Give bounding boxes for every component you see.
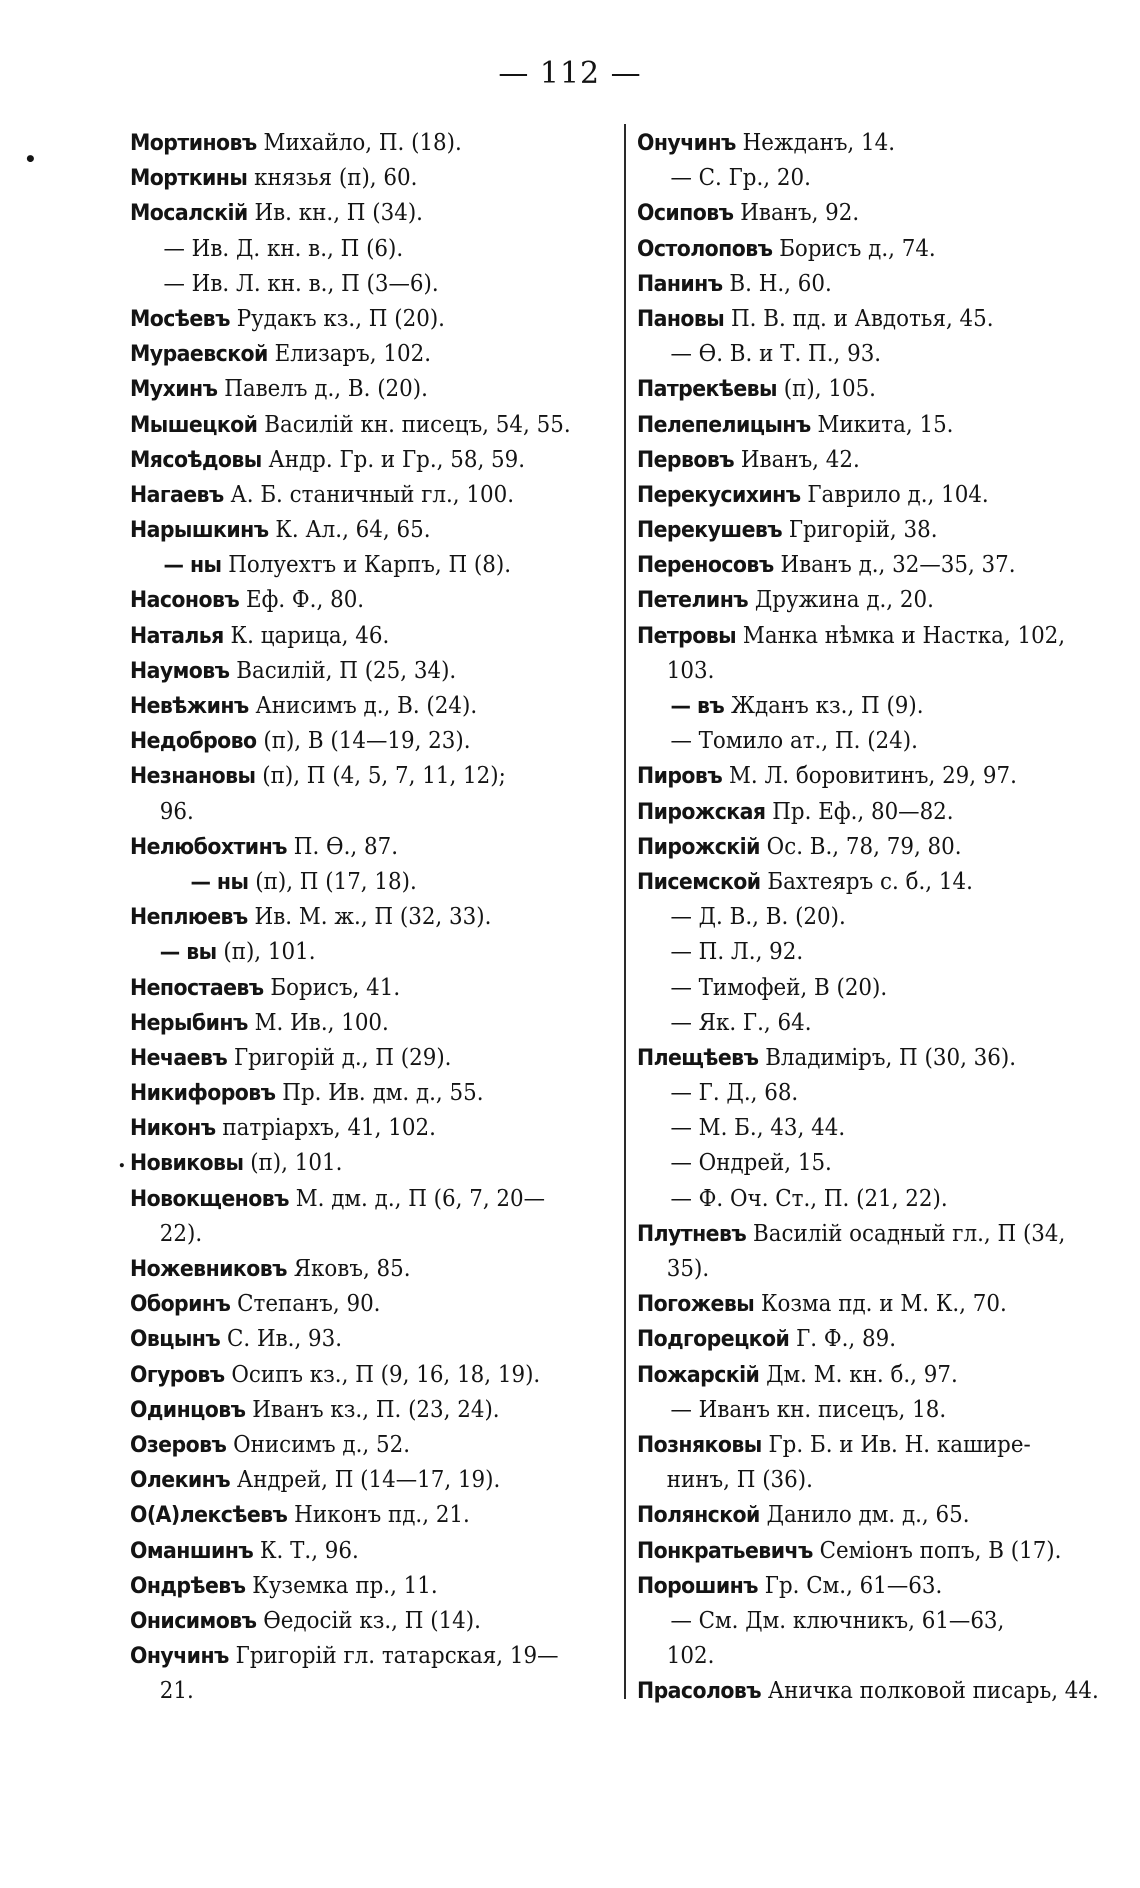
index-entry: [637, 935, 1074, 970]
index-entry: [130, 900, 576, 935]
entry-details: (п), П (4, 5, 7, 11, 12);: [255, 763, 506, 790]
entry-details: Куземка пр., 11.: [245, 1572, 438, 1599]
entry-details: Еф. Ф., 80.: [239, 587, 365, 614]
index-entry: [130, 1428, 576, 1463]
entry-details: Елизаръ, 102.: [267, 341, 432, 368]
entry-surname: Порошинъ: [637, 1573, 759, 1599]
index-entry: [130, 1639, 576, 1674]
entry-surname: Перекусихинъ: [637, 482, 801, 508]
entry-details: — Ѳ. В. и Т. П., 93.: [670, 341, 882, 368]
index-entry: [130, 583, 576, 618]
entry-surname: Ондрѣевъ: [130, 1573, 246, 1599]
entry-details: Григорій, 38.: [782, 517, 938, 544]
index-entry: [637, 1111, 1074, 1146]
entry-details: Дружина д., 20.: [748, 587, 934, 614]
entry-details: Павелъ д., В. (20).: [217, 376, 428, 403]
entry-details: Микита, 15.: [810, 411, 954, 438]
entry-surname: Нелюбохтинъ: [130, 834, 287, 860]
index-entry: [637, 1569, 1074, 1604]
entry-details: — П. Л., 92.: [670, 939, 804, 966]
entry-surname: Недоброво: [130, 729, 257, 755]
index-entry: [130, 1534, 576, 1569]
entry-details: Иванъ кз., П. (23, 24).: [245, 1396, 500, 1423]
entry-details: Никонъ пд., 21.: [287, 1502, 470, 1529]
entry-surname: Первовъ: [637, 447, 735, 473]
index-entry: [637, 443, 1074, 478]
index-entry: [130, 302, 576, 337]
entry-details: 102.: [666, 1643, 715, 1670]
entry-details: Ѳедосій кз., П (14).: [256, 1607, 481, 1634]
entry-details: Онисимъ д., 52.: [226, 1431, 411, 1458]
index-entry: [637, 408, 1074, 443]
entry-surname: О(А)лексѣевъ: [130, 1503, 288, 1529]
index-entry: [130, 1182, 576, 1217]
entry-details: — Д. В., В. (20).: [670, 904, 846, 931]
index-entry: [130, 513, 576, 548]
index-entry: [637, 759, 1074, 794]
index-entry: [130, 1358, 576, 1393]
entry-details: Жданъ кз., П (9).: [724, 693, 924, 719]
index-entry: [130, 1322, 576, 1357]
entry-details: — М. Б., 43, 44.: [670, 1115, 846, 1142]
entry-surname: — вы: [159, 940, 217, 966]
entry-details: — Ив. Д. кн. в., П (6).: [163, 235, 404, 262]
entry-surname: Понкратьевичъ: [637, 1538, 813, 1564]
index-entry: [637, 267, 1074, 302]
entry-details: — Ондрей, 15.: [670, 1150, 832, 1177]
entry-details: Семіонъ попъ, В (17).: [812, 1537, 1062, 1564]
index-entry: [130, 1076, 576, 1111]
entry-surname: Пановы: [637, 306, 725, 332]
entry-surname: Плещѣевъ: [637, 1045, 759, 1071]
entry-surname: Невѣжинъ: [130, 694, 249, 719]
entry-details: Анисимъ д., В. (24).: [248, 693, 478, 719]
index-entry: [130, 935, 576, 970]
entry-surname: Нарышкинъ: [130, 518, 269, 544]
index-entry: [130, 1498, 576, 1533]
entry-surname: Огуровъ: [130, 1362, 225, 1388]
entry-surname: Полянской: [637, 1503, 760, 1529]
index-entry: [637, 1182, 1074, 1217]
entry-surname: Пировъ: [637, 764, 723, 790]
entry-surname: Ножевниковъ: [130, 1257, 287, 1282]
entry-surname: Писемской: [637, 869, 761, 895]
entry-surname: — ны: [190, 869, 249, 895]
index-entry: [637, 513, 1074, 548]
index-entry: [637, 900, 1074, 935]
entry-surname: Осиповъ: [637, 201, 734, 227]
entry-details: Данило дм. д., 65.: [759, 1502, 970, 1529]
index-entry: [637, 478, 1074, 513]
entry-details: Нежданъ, 14.: [735, 130, 896, 156]
entry-details: 96.: [159, 798, 194, 825]
index-entry: [637, 619, 1074, 654]
entry-surname: Никифоровъ: [130, 1081, 276, 1107]
entry-surname: Позняковы: [637, 1432, 762, 1458]
index-entry: [130, 865, 576, 900]
index-entry: [637, 1498, 1074, 1533]
entry-details: Аничка полковой писарь, 44.: [761, 1678, 1099, 1705]
index-entry: [637, 161, 1074, 196]
entry-details: Гр. См., 61—63.: [758, 1572, 943, 1599]
entry-details: П. В. пд. и Авдотья, 45.: [724, 305, 994, 332]
index-entry: [637, 1674, 1099, 1709]
entry-details: Борисъ, 41.: [263, 974, 401, 1001]
index-column-left: [130, 126, 610, 1709]
entry-surname: — ны: [163, 553, 222, 579]
index-entry: [637, 724, 1074, 759]
margin-bullet-mark: •: [24, 147, 37, 171]
entry-details: — Ив. Л. кн. в., П (3—6).: [163, 270, 439, 297]
entry-details: К. Т., 96.: [253, 1537, 359, 1564]
entry-details: Иванъ, 42.: [734, 446, 860, 473]
entry-surname: Мосѣевъ: [130, 306, 230, 332]
index-entry: [130, 443, 576, 478]
entry-details: Полуехтъ и Карпъ, П (8).: [221, 552, 512, 579]
entry-details: Степанъ, 90.: [230, 1291, 381, 1318]
entry-surname: Онисимовъ: [130, 1608, 257, 1634]
entry-details: Пр. Ив. дм. д., 55.: [275, 1080, 484, 1107]
index-entry: [130, 232, 576, 267]
index-entry: [637, 337, 1074, 372]
index-entry: [637, 865, 1074, 900]
entry-details: К. Ал., 64, 65.: [268, 517, 431, 544]
index-entry: [130, 1287, 576, 1322]
entry-surname: Прасоловъ: [637, 1679, 762, 1705]
entry-surname: Переносовъ: [637, 553, 774, 579]
entry-surname: Пелепелицынъ: [637, 412, 811, 438]
index-entry: [637, 1076, 1074, 1111]
index-entry: [637, 126, 1074, 161]
entry-surname: Нагаевъ: [130, 482, 224, 508]
entry-details: Ос. В., 78, 79, 80.: [759, 833, 962, 860]
entry-surname: Петелинъ: [637, 588, 749, 614]
index-entry: [637, 1287, 1074, 1322]
entry-details: — Як. Г., 64.: [670, 1009, 812, 1036]
entry-details: — Тимофей, В (20).: [670, 974, 888, 1001]
entry-surname: Мураевской: [130, 342, 268, 368]
index-entry: [637, 654, 1074, 689]
index-entry: [130, 1217, 576, 1252]
entry-surname: Озеровъ: [130, 1432, 227, 1458]
entry-surname: Незнановы: [130, 764, 256, 790]
entry-details: Василій кн. писецъ, 54, 55.: [257, 411, 571, 438]
index-entry: [130, 1006, 576, 1041]
entry-details: (п), 101.: [216, 939, 316, 966]
entry-surname: Нерыбинъ: [130, 1010, 248, 1036]
entry-details: Ив. М. ж., П (32, 33).: [247, 904, 492, 931]
index-entry: [130, 689, 576, 724]
entry-details: Г. Ф., 89.: [789, 1326, 897, 1353]
index-entry: [637, 548, 1074, 583]
entry-details: (п), В (14—19, 23).: [256, 728, 471, 755]
entry-details: В. Н., 60.: [722, 270, 832, 297]
index-entry: [130, 971, 576, 1006]
index-entry: [130, 1463, 576, 1498]
entry-details: — Ф. Оч. Ст., П. (21, 22).: [670, 1185, 948, 1212]
index-entry: [637, 583, 1074, 618]
entry-details: Козма пд. и М. К., 70.: [754, 1291, 1007, 1318]
entry-surname: Наумовъ: [130, 658, 230, 684]
entry-details: нинъ, П (36).: [666, 1467, 813, 1494]
index-entry: [637, 971, 1074, 1006]
entry-details: Иванъ д., 32—35, 37.: [773, 552, 1016, 579]
index-entry: [637, 1041, 1074, 1076]
entry-details: М. Л. боровитинъ, 29, 97.: [722, 763, 1017, 790]
entry-details: князья (п), 60.: [247, 165, 418, 192]
entry-surname: Патрекѣевы: [637, 377, 778, 403]
entry-surname: Непостаевъ: [130, 975, 264, 1001]
entry-details: Михайло, П. (18).: [256, 130, 462, 156]
entry-details: Андрей, П (14—17, 19).: [230, 1467, 501, 1494]
index-entry: [130, 196, 576, 231]
entry-details: Ив. кн., П (34).: [247, 200, 423, 227]
entry-details: (п), П (17, 18).: [248, 868, 417, 895]
entry-details: Василій, П (25, 34).: [229, 657, 457, 684]
index-entry: [130, 654, 576, 689]
entry-details: 21.: [159, 1678, 194, 1705]
index-entry: [637, 1146, 1074, 1181]
entry-surname: Пирожскій: [637, 834, 760, 860]
entry-details: Андр. Гр. и Гр., 58, 59.: [261, 446, 526, 473]
entry-surname: Мясоѣдовы: [130, 447, 262, 473]
index-entry: [130, 1111, 576, 1146]
entry-details: 103.: [666, 657, 715, 684]
entry-details: Василій осадный гл., П (34,: [746, 1220, 1066, 1247]
index-entry: [130, 1146, 576, 1181]
entry-surname: Онучинъ: [637, 131, 736, 156]
index-entry: [637, 1358, 1074, 1393]
index-entry: [130, 1252, 576, 1287]
entry-surname: Насоновъ: [130, 588, 240, 614]
index-entry: [130, 619, 576, 654]
entry-details: Борисъ д., 74.: [772, 235, 936, 262]
entry-surname: Пожарскій: [637, 1362, 760, 1388]
entry-surname: Никонъ: [130, 1116, 216, 1142]
index-entry: [637, 1322, 1074, 1357]
entry-surname: — въ: [670, 694, 725, 719]
entry-details: Манка нѣмка и Настка, 102,: [736, 622, 1066, 649]
index-entry: [637, 689, 1074, 724]
entry-surname: Новиковы: [130, 1151, 244, 1177]
index-entry: [637, 302, 1074, 337]
entry-details: Осипъ кз., П (9, 16, 18, 19).: [224, 1361, 541, 1388]
index-entry: [637, 372, 1074, 407]
entry-details: 22).: [159, 1220, 203, 1247]
entry-surname: Одинцовъ: [130, 1397, 246, 1423]
index-entry: [130, 1604, 576, 1639]
entry-details: М. Ив., 100.: [247, 1009, 389, 1036]
index-entry: [130, 161, 576, 196]
entry-details: патріархъ, 41, 102.: [215, 1115, 436, 1142]
index-entry: [130, 267, 576, 302]
entry-details: (п), 105.: [777, 376, 876, 403]
entry-details: П. Ѳ., 87.: [286, 833, 398, 860]
entry-details: Григорій д., П (29).: [227, 1044, 452, 1071]
entry-surname: Морткины: [130, 166, 248, 192]
entry-details: С. Ив., 93.: [220, 1326, 343, 1353]
entry-details: К. царица, 46.: [223, 622, 390, 649]
entry-surname: Онучинъ: [130, 1644, 229, 1670]
entry-details: Гр. Б. и Ив. Н. кашире-: [761, 1431, 1031, 1458]
index-entry: [637, 1639, 1074, 1674]
entry-surname: Оманшинъ: [130, 1538, 254, 1564]
entry-details: М. дм. д., П (6, 7, 20—: [288, 1185, 546, 1212]
index-entry: [130, 126, 576, 161]
index-entry: [637, 1006, 1074, 1041]
index-entry: [130, 830, 576, 865]
column-divider: [624, 124, 626, 1699]
entry-surname: Оборинъ: [130, 1292, 231, 1318]
entry-surname: Перекушевъ: [637, 518, 783, 544]
index-entry: [130, 1393, 576, 1428]
index-entry: [637, 1428, 1074, 1463]
entry-surname: Олекинъ: [130, 1468, 231, 1494]
index-entry: [130, 759, 576, 794]
index-entry: [130, 478, 576, 513]
index-entry: [130, 1569, 576, 1604]
entry-surname: Плутневъ: [637, 1221, 747, 1247]
entry-details: 35).: [666, 1256, 710, 1282]
page-number: — 112 —: [498, 56, 642, 91]
index-entry: [130, 337, 576, 372]
index-entry: [130, 548, 576, 583]
entry-surname: Нечаевъ: [130, 1045, 228, 1071]
entry-surname: Петровы: [637, 623, 737, 649]
entry-surname: Панинъ: [637, 271, 723, 297]
entry-surname: Остолоповъ: [637, 236, 773, 262]
index-entry: [130, 1674, 576, 1709]
entry-surname: Мышецкой: [130, 412, 258, 438]
entry-surname: Мухинъ: [130, 377, 218, 403]
entry-details: — С. Гр., 20.: [670, 165, 811, 192]
entry-details: — Иванъ кн. писецъ, 18.: [670, 1396, 947, 1423]
index-entry: [637, 830, 1074, 865]
entry-details: — Г. Д., 68.: [670, 1080, 799, 1107]
entry-surname: Мосалскій: [130, 201, 248, 227]
index-entry: [130, 372, 576, 407]
index-entry: [637, 795, 1074, 830]
entry-details: — См. Дм. ключникъ, 61—63,: [670, 1607, 1005, 1634]
index-entry: [130, 724, 576, 759]
entry-details: Гаврило д., 104.: [800, 481, 989, 508]
margin-dot-mark: .: [118, 1147, 126, 1173]
index-entry: [637, 1604, 1074, 1639]
entry-details: Дм. М. кн. б., 97.: [759, 1361, 958, 1388]
index-column-right: [637, 126, 1107, 1709]
index-entry: [637, 1463, 1074, 1498]
entry-details: А. Б. станичный гл., 100.: [223, 481, 515, 508]
entry-details: Пр. Еф., 80—82.: [765, 798, 954, 825]
entry-surname: Подгорецкой: [637, 1327, 790, 1353]
entry-details: Рудакъ кз., П (20).: [229, 305, 445, 332]
index-entry: [637, 1217, 1074, 1252]
index-entry: [130, 408, 576, 443]
entry-surname: Мортиновъ: [130, 131, 257, 156]
index-entry: [130, 795, 576, 830]
entry-details: — Томило ат., П. (24).: [670, 728, 918, 755]
index-entry: [637, 196, 1074, 231]
entry-surname: Наталья: [130, 623, 224, 649]
index-entry: [130, 1041, 576, 1076]
entry-details: Бахтеяръ с. б., 14.: [760, 868, 973, 895]
index-entry: [637, 1393, 1074, 1428]
entry-details: Владиміръ, П (30, 36).: [758, 1044, 1017, 1071]
entry-surname: Погожевы: [637, 1292, 755, 1318]
entry-surname: Неплюевъ: [130, 905, 248, 931]
entry-surname: Новокщеновъ: [130, 1186, 289, 1212]
index-entry: [637, 232, 1074, 267]
entry-details: Григорій гл. татарская, 19—: [228, 1643, 559, 1670]
entry-surname: Пирожская: [637, 799, 766, 825]
index-entry: [637, 1534, 1074, 1569]
entry-surname: Овцынъ: [130, 1327, 221, 1353]
entry-details: Иванъ, 92.: [733, 200, 860, 227]
entry-details: Яковъ, 85.: [286, 1256, 411, 1282]
index-entry: [637, 1252, 1074, 1287]
entry-details: (п), 101.: [243, 1150, 343, 1177]
